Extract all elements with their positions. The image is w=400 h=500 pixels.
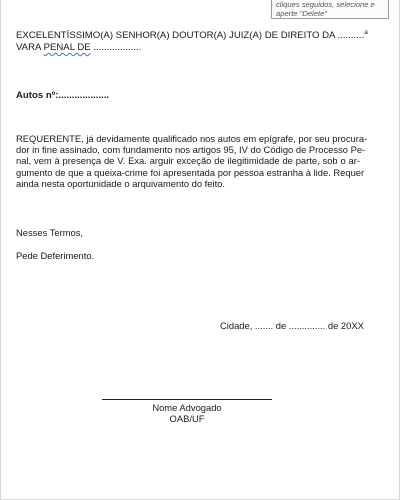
header-address-line-2 (16, 42, 376, 54)
city-date-line: Cidade, ....... de .............. de 20XX (220, 320, 364, 331)
tooltip-box (271, 0, 389, 19)
paragraph-line: ainda nesta oportunidade o arquivamento do feito. (16, 177, 226, 189)
signature-line (102, 399, 272, 400)
paragraph-line: nal, vem à presença de V. Exa. arguir exceção de ilegitimidade de parte, sob o ar- (16, 155, 360, 167)
tooltip-line-2: aperte "Delete" (276, 9, 327, 18)
header-address-text: EXCELENTÍSSIMO(A) SENHOR(A) DOUTOR(A) JUIZ(A) DE DIREITO DA .......... (16, 30, 365, 41)
header-ordinal-superscript: a (364, 29, 368, 36)
signature-name: Nome Advogado (152, 402, 222, 413)
paragraph-line: gumento de que a queixa-crime foi apresentada por pessoa estranha à lide. Requer (16, 166, 365, 178)
autos-number-field: Autos nº:................... (16, 90, 110, 101)
header-vara-prefix: VARA (16, 42, 44, 53)
signature-oab: OAB/UF (169, 413, 205, 424)
header-vara-suffix: .................. (90, 42, 142, 53)
tooltip-line-1: cliques seguidos, selecione e (276, 0, 375, 9)
closing-text: Nesses Termos, (16, 227, 84, 238)
paragraph-line: REQUERENTE, já devidamente qualificado nos autos em epígrafe, por seu procura- (16, 133, 368, 144)
spellcheck-flagged-text[interactable]: PENAL DE (43, 42, 91, 53)
request-deferment-text: Pede Deferimento. (16, 250, 95, 261)
request-paragraph (16, 133, 368, 189)
paragraph-line: dor in fine assinado, com fundamento nos artigos 95, IV do Código de Processo Pe- (16, 144, 366, 156)
